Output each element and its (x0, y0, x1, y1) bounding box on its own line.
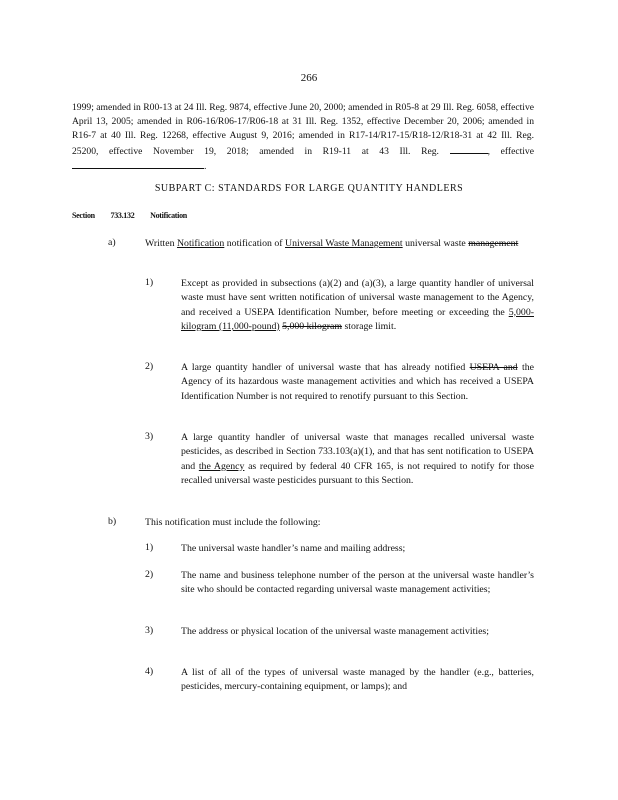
subpart-heading: SUBPART C: STANDARDS FOR LARGE QUANTITY HANDLERS (154, 183, 464, 194)
item-a2-label: 2) (145, 361, 154, 372)
item-a3-text: A large quantity handler of universal waste that manages recalled universal waste pesticides, as described in Section 733.103(a)(1), and that has sent notification to USEPA and the Agency as required by federal 40 CFR 165, is not required to notify for those recalled universal waste pesticides pursuant to this Section. (181, 432, 534, 486)
inserted-text: 5,000-kilogram (11,000-pound) (181, 306, 534, 332)
subsection-a-label: a) (108, 237, 116, 248)
item-a3-label: 3) (145, 431, 154, 442)
history-effective: , effective (487, 145, 534, 157)
inserted-text: Notification (176, 238, 225, 249)
subsection-b-label: b) (108, 516, 117, 527)
section-heading (72, 211, 201, 220)
section-label: Section (72, 211, 95, 220)
item-a1-label: 1) (145, 277, 154, 288)
deleted-text: 5,000 kilogram (282, 320, 343, 332)
item-a2-text: A large quantity handler of universal waste that has already notified USEPA and the Agency of its hazardous waste management activities and which has received a USEPA Identification Number is not required to renotify pursuant to this Section. (181, 362, 534, 402)
blank-line (450, 144, 488, 154)
deleted-text: USEPA and (469, 362, 518, 373)
subsection-a-text: Written Notification notification of Universal Waste Management universal waste management (145, 238, 519, 249)
item-b4-label: 4) (145, 666, 154, 677)
item-b1-label: 1) (145, 542, 154, 553)
page-number: 266 (300, 72, 318, 84)
subsection-b-text: This notification must include the following: (145, 517, 321, 528)
history-text: 1999; amended in R00-13 at 24 Ill. Reg. 9874, effective June 20, 2000; amended in R05-8 at 29 Ill. Reg. 6058, effective April 13, 2005; amended in R06-16/R06-17/R06-18 at 31 Ill. Reg. 1352, effective December 20, 2006; amended in R16-7 at 40 Ill. Reg. 12268, effective August 9, 2016; amended in R17-14/R17-15/R18-12/R18-31 at 42 Ill. Reg. 25200, effective November 19, 2018; amended in R19-11 at 43 Ill. Reg. (72, 102, 534, 157)
inserted-text: Universal Waste Management (285, 238, 403, 249)
item-b2-label: 2) (145, 569, 154, 580)
deleted-text: management (468, 238, 519, 249)
source-history-note (72, 101, 534, 174)
section-number: 733.132 (110, 211, 135, 220)
item-a1-text: Except as provided in subsections (a)(2) and (a)(3), a large quantity handler of universal waste must have sent written notification of universal waste management to the Agency, and received a USEPA Identification Number, before meeting or exceeding the 5,000-kilogram (11,000-pound) 5,000 kilogram storage limit. (181, 278, 534, 332)
blank-line (72, 159, 204, 169)
item-b3-label: 3) (145, 625, 154, 636)
item-b4-text: A list of all of the types of universal waste managed by the handler (e.g., batteries, pesticides, mercury-containing equipment, or lamps); and (181, 667, 534, 693)
item-b3-text: The address or physical location of the universal waste management activities; (181, 626, 489, 637)
item-b2-text: The name and business telephone number of the person at the universal waste handler’s site who should be contacted regarding universal waste management activities; (181, 570, 534, 596)
item-b1-text: The universal waste handler’s name and mailing address; (181, 543, 406, 554)
inserted-text: the Agency (198, 460, 245, 472)
history-end: . (204, 160, 207, 172)
section-title: Notification (150, 211, 187, 220)
